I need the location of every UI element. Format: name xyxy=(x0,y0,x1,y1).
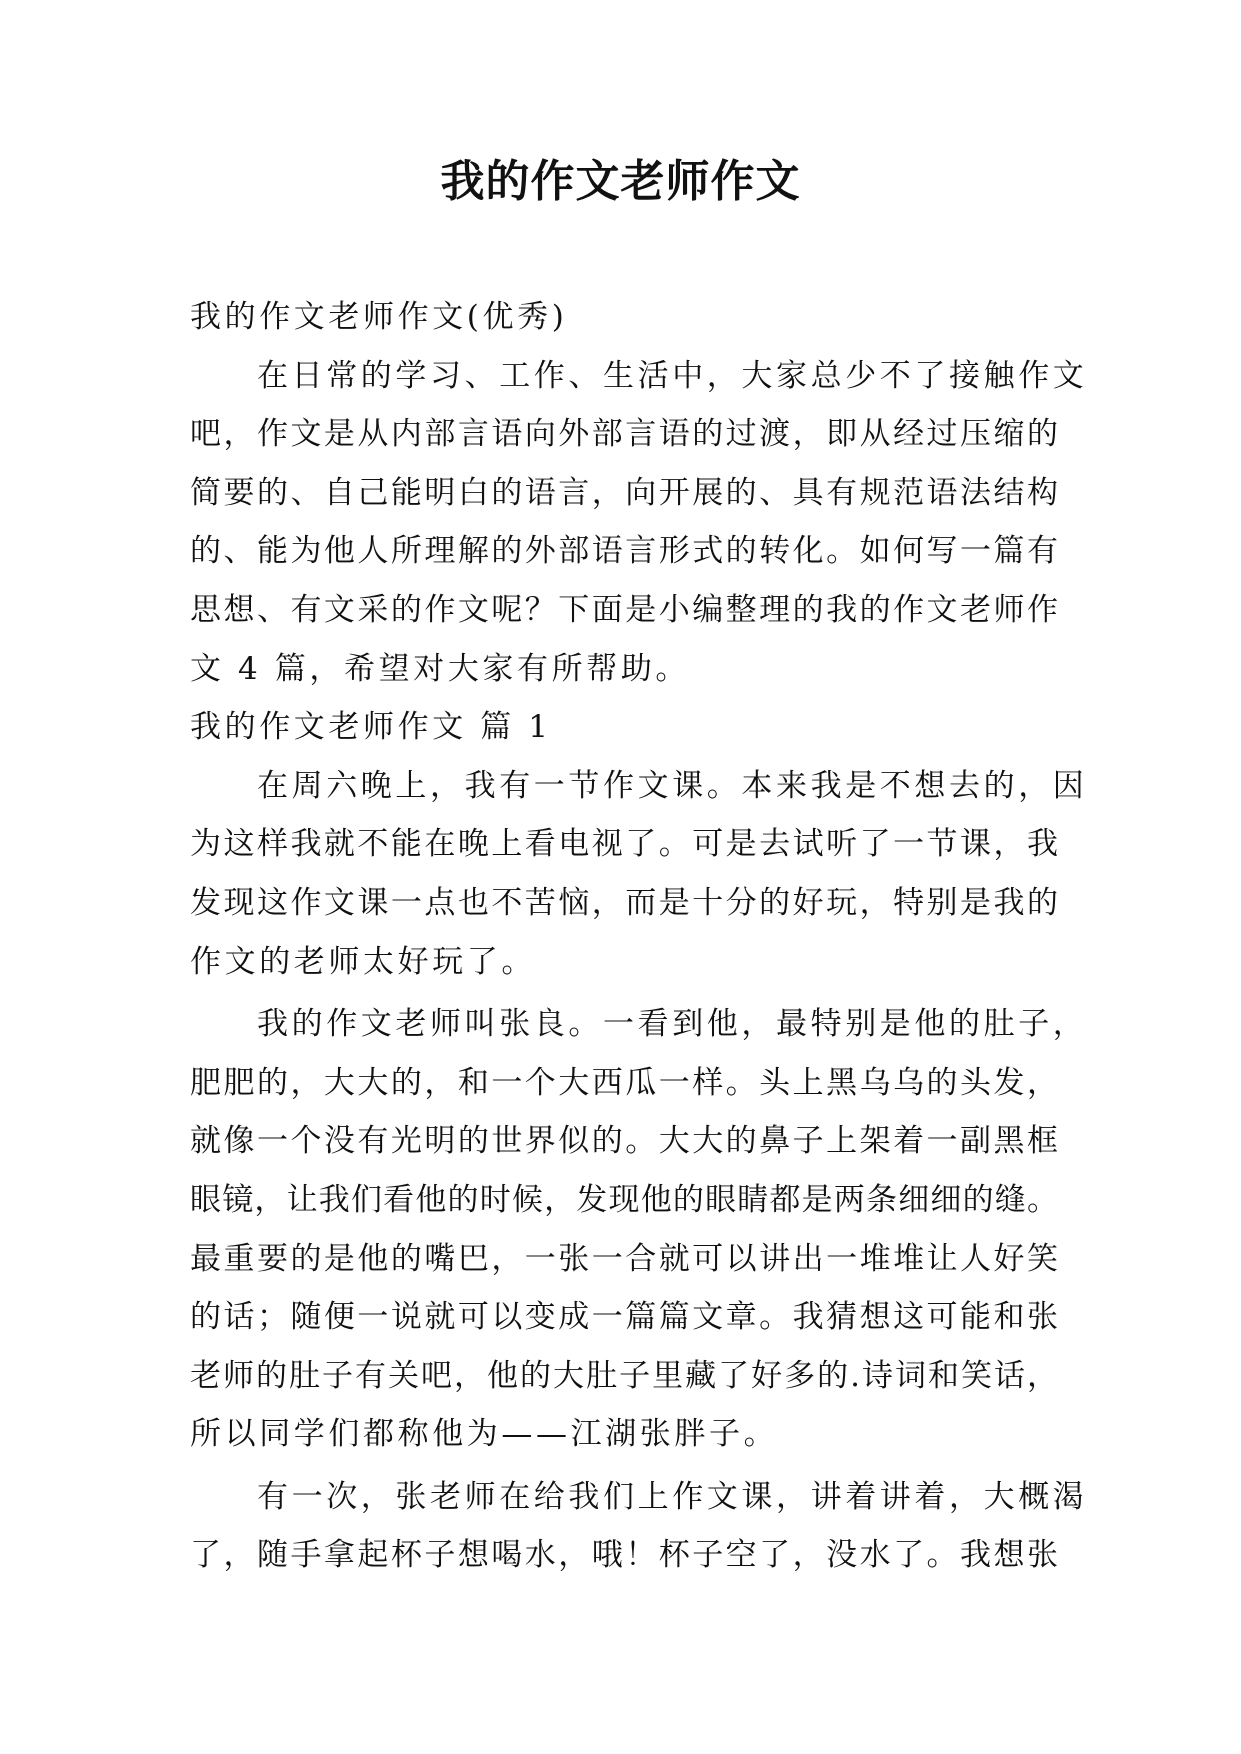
paragraph-line: 为这样我就不能在晚上看电视了。可是去试听了一节课，我 xyxy=(190,826,1058,863)
paragraph-line: 最重要的是他的嘴巴，一张一合就可以讲出一堆堆让人好笑 xyxy=(190,1240,1058,1277)
paragraph-line: 眼镜，让我们看他的时候，发现他的眼睛都是两条细细的缝。 xyxy=(190,1181,1058,1218)
document-title: 我的作文老师作文 xyxy=(440,156,801,207)
paragraph-line: 有一次，张老师在给我们上作文课，讲着讲着，大概渴 xyxy=(257,1478,1088,1515)
paragraph-line: 发现这作文课一点也不苦恼，而是十分的好玩，特别是我的 xyxy=(190,884,1058,921)
paragraph-line: 就像一个没有光明的世界似的。大大的鼻子上架着一副黑框 xyxy=(190,1123,1058,1160)
paragraph-line: 了，随手拿起杯子想喝水，哦！杯子空了，没水了。我想张 xyxy=(190,1537,1058,1574)
section-heading: 我的作文老师作文 篇 1 xyxy=(190,709,552,746)
paragraph-line: 我的作文老师叫张良。一看到他，最特别是他的肚子， xyxy=(257,1006,1088,1043)
paragraph-line: 的话；随便一说就可以变成一篇篇文章。我猜想这可能和张 xyxy=(190,1299,1058,1336)
paragraph-line: 所以同学们都称他为——江湖张胖子。 xyxy=(190,1416,779,1453)
subtitle-line: 我的作文老师作文(优秀) xyxy=(190,299,568,335)
paragraph-line: 在周六晚上，我有一节作文课。本来我是不想去的，因 xyxy=(257,767,1088,804)
paragraph-line: 老师的肚子有关吧，他的大肚子里藏了好多的.诗词和笑话， xyxy=(190,1357,1058,1394)
paragraph-line: 吧，作文是从内部言语向外部言语的过渡，即从经过压缩的 xyxy=(190,416,1058,453)
paragraph-line: 简要的、自己能明白的语言，向开展的、具有规范语法结构 xyxy=(190,474,1058,511)
paragraph-line: 肥肥的，大大的，和一个大西瓜一样。头上黑乌乌的头发， xyxy=(190,1064,1058,1101)
paragraph-line: 作文的老师太好玩了。 xyxy=(190,943,536,980)
paragraph-line: 在日常的学习、工作、生活中，大家总少不了接触作文 xyxy=(257,357,1088,394)
paragraph-line: 思想、有文采的作文呢？下面是小编整理的我的作文老师作 xyxy=(190,591,1058,628)
document-body xyxy=(190,288,1088,1585)
paragraph-line: 的、能为他人所理解的外部语言形式的转化。如何写一篇有 xyxy=(190,533,1058,570)
paragraph-line: 文 4 篇，希望对大家有所帮助。 xyxy=(190,650,691,687)
